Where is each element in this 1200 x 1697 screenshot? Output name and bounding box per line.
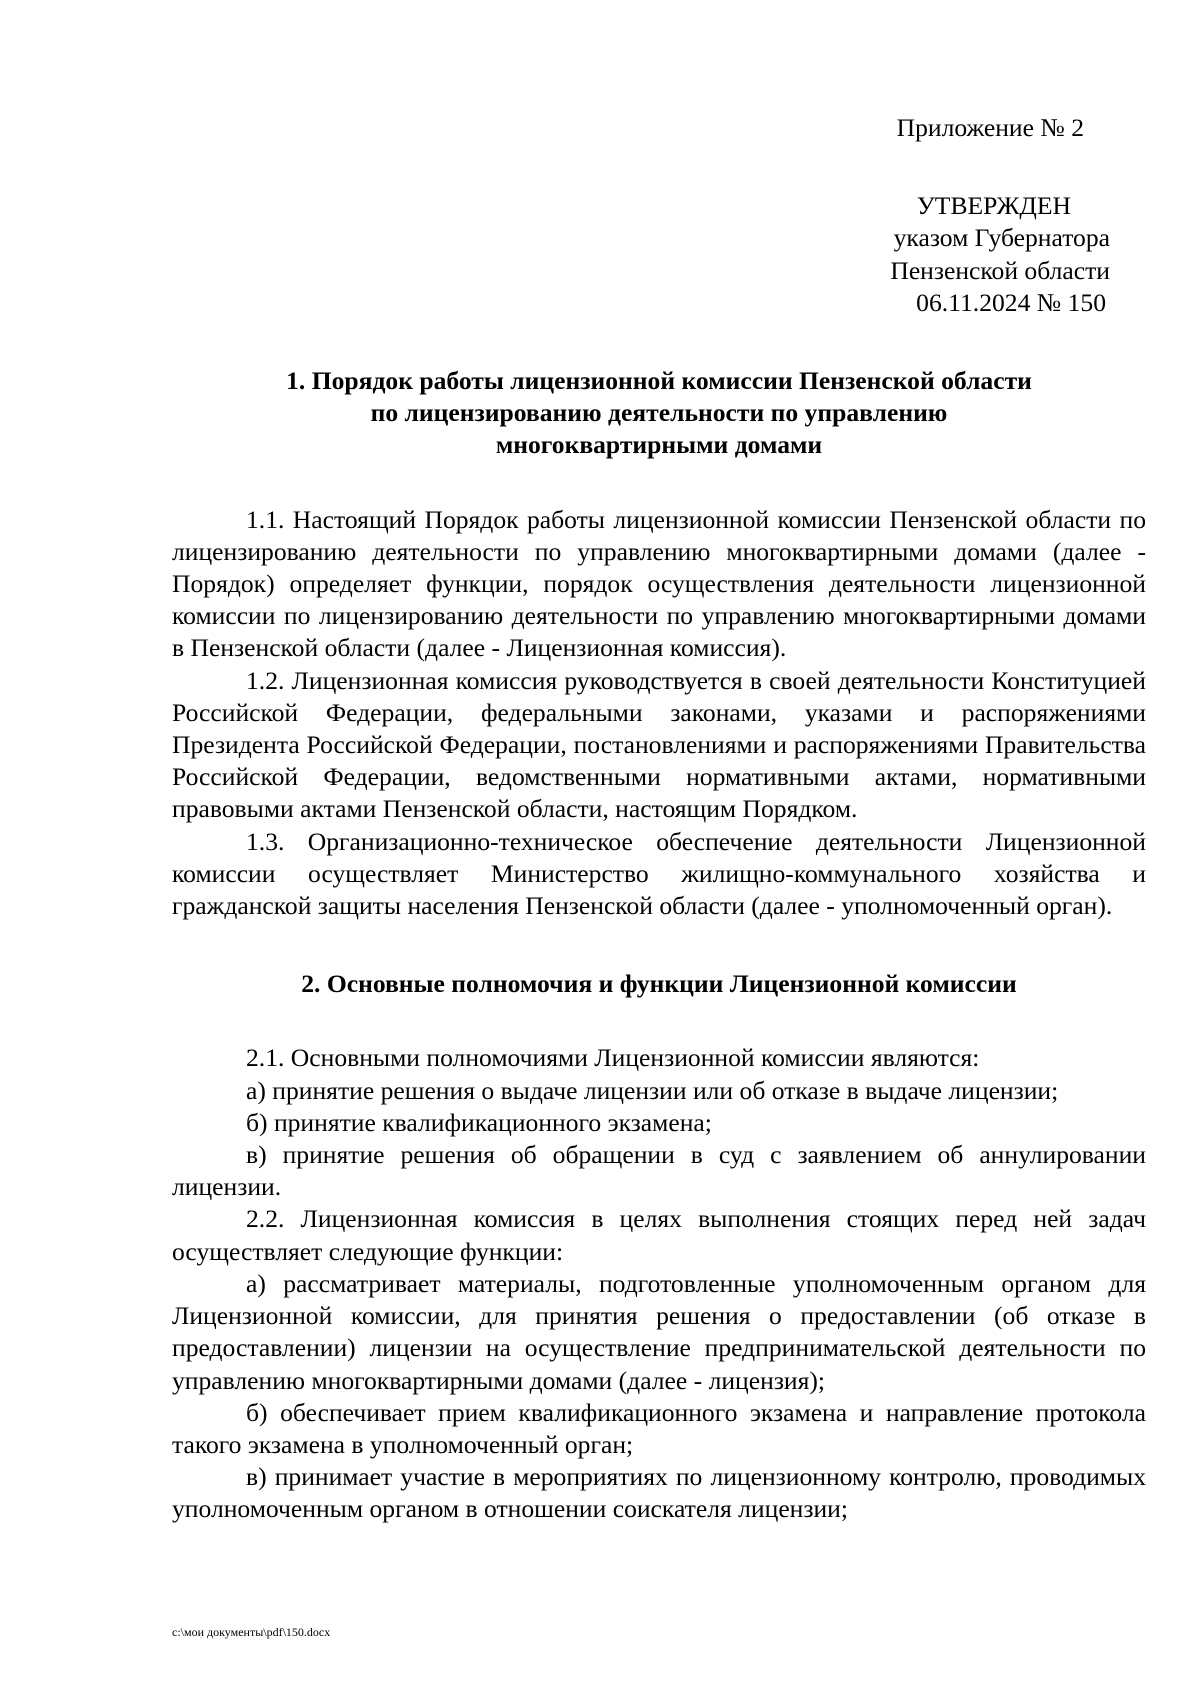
section-1-body — [172, 504, 1146, 923]
paragraph-1-3: 1.3. Организационно-техническое обеспечение деятельности Лицензионной комиссии осуществляет Министерство жилищно-коммунального хозяйства и гражданской защиты населения Пензенской области (далее - уполномоченный орган). — [172, 826, 1146, 921]
section-2-title-text: 2. Основные полномочия и функции Лицензионной комиссии — [301, 969, 1017, 999]
approval-block — [172, 190, 1146, 319]
paragraph-2-2-a: а) рассматривает материалы, подготовленные уполномоченным органом для Лицензионной комиссии, для принятия решения о предоставлении (об отказе в предоставлении) лицензии на осуществление предпринимательской деятельности по управлению многоквартирными домами (далее - лицензия); — [172, 1268, 1146, 1395]
section-1-title — [172, 365, 1146, 462]
section-2-title — [172, 968, 1146, 1000]
paragraph-2-2-c: в) принимает участие в мероприятиях по лицензионному контролю, проводимых уполномоченным органом в отношении соискателя лицензии; — [172, 1462, 1146, 1524]
approval-authority: указом Губернатора — [893, 223, 1110, 253]
paragraph-1-1: 1.1. Настоящий Порядок работы лицензионной комиссии Пензенской области по лицензированию деятельности по управлению многоквартирными домами (далее - Порядок) определяет функции, порядок осуществления деятельности лицензионной комиссии по лицензированию деятельности по управлению многоквартирными домами в Пензенской области (далее - Лицензионная комиссия). — [172, 504, 1146, 663]
paragraph-1-2: 1.2. Лицензионная комиссия руководствуется в своей деятельности Конституцией Российской Федерации, федеральными законами, указами и распоряжениями Президента Российской Федерации, постановлениями и распоряжениями Правительства Российской Федерации, ведомственными нормативными актами, нормативными правовыми актами Пензенской области, настоящим Порядком. — [172, 665, 1146, 824]
section-1-title-line-3: многоквартирными домами — [495, 430, 823, 460]
paragraph-2-1-a: а) принятие решения о выдаче лицензии или об отказе в выдаче лицензии; — [246, 1075, 1059, 1105]
appendix-number: Приложение № 2 — [896, 113, 1084, 142]
approval-region: Пензенской области — [890, 255, 1110, 285]
paragraph-2-2: 2.2. Лицензионная комиссия в целях выполнения стоящих перед ней задач осуществляет следующие функции: — [172, 1204, 1146, 1266]
paragraph-2-1-b: б) принятие квалификационного экзамена; — [246, 1107, 712, 1137]
paragraph-2-1-c: в) принятие решения об обращении в суд с заявлением об аннулировании лицензии. — [172, 1140, 1146, 1202]
document-page — [172, 112, 1146, 1526]
approval-status: УТВЕРЖДЕН — [916, 191, 1071, 221]
paragraph-2-1: 2.1. Основными полномочиями Лицензионной комиссии являются: — [246, 1043, 980, 1073]
paragraph-2-2-b: б) обеспечивает прием квалификационного экзамена и направление протокола такого экзамена в уполномоченный орган; — [172, 1397, 1146, 1459]
section-1-title-line-1: 1. Порядок работы лицензионной комиссии Пензенской области — [286, 366, 1032, 396]
approval-date-number: 06.11.2024 № 150 — [916, 287, 1106, 317]
section-2-body — [172, 1042, 1146, 1525]
section-1-title-line-2: по лицензированию деятельности по управлению — [370, 398, 948, 428]
footer-file-path: c:\мои документы\pdf\150.docx — [172, 1625, 331, 1639]
